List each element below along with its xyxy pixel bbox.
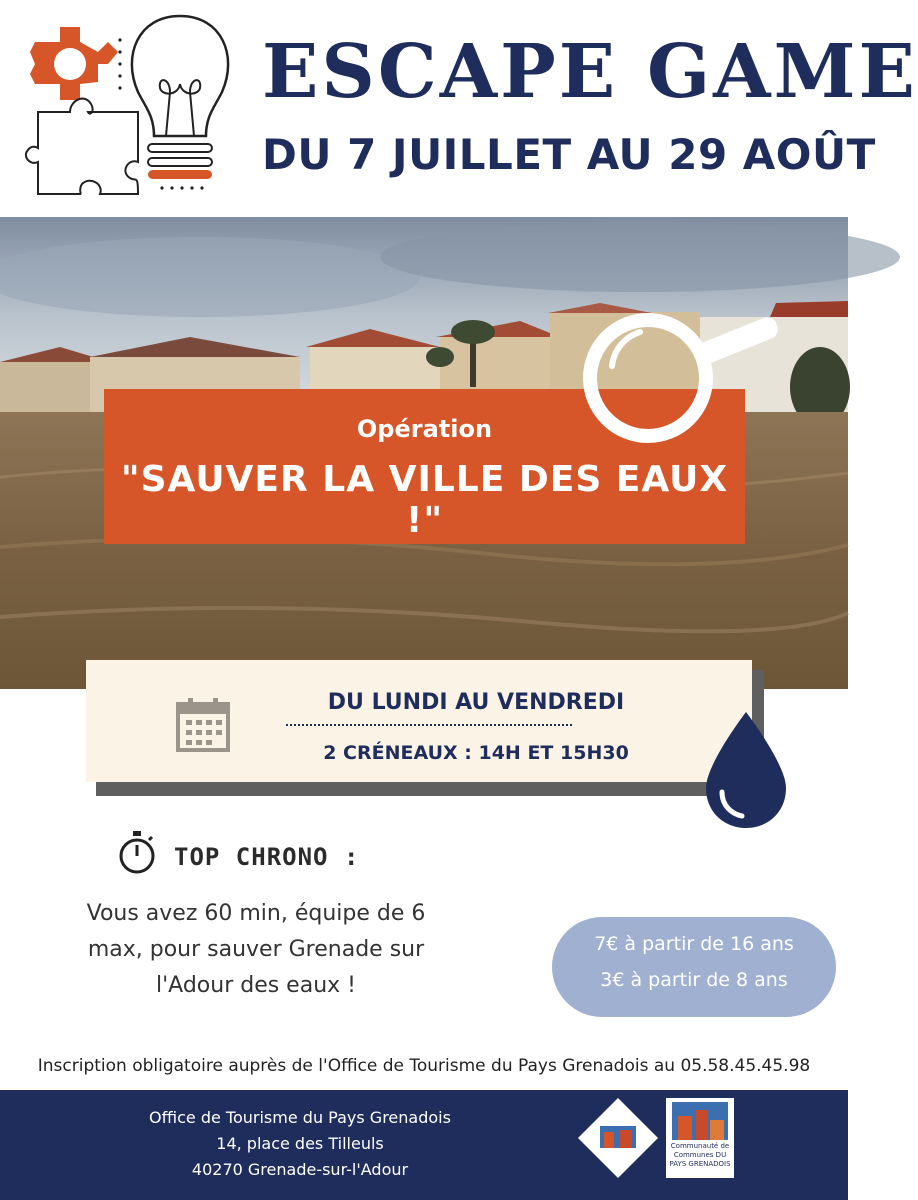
price-badge <box>552 917 836 1017</box>
footer-city: 40270 Grenade-sur-l'Adour <box>191 1160 409 1179</box>
puzzle-lightbulb-icon <box>20 12 240 202</box>
schedule-slots: 2 CRÉNEAUX : 14H ET 15H30 <box>323 742 629 764</box>
price-child: 3€ à partir de 8 ans <box>600 969 788 991</box>
event-dates: DU 7 JUILLET AU 29 AOÛT <box>262 130 876 179</box>
footer <box>0 1090 848 1200</box>
footer-street: 14, place des Tilleuls <box>216 1134 384 1153</box>
stopwatch-icon <box>116 830 158 876</box>
operation-title: "SAUVER LA VILLE DES EAUX !" <box>120 459 729 541</box>
chrono-description: Vous avez 60 min, équipe de 6 max, pour sauver Grenade sur l'Adour des eaux ! <box>86 901 426 998</box>
magnifier-icon <box>582 300 788 450</box>
chrono-label: TOP CHRONO : <box>174 843 360 871</box>
community-logo <box>666 1098 734 1178</box>
inscription-note: Inscription obligatoire auprès de l'Office de Tourisme du Pays Grenadois au 05.58.45.45.98 <box>37 1056 811 1076</box>
community-logo-text: Communauté de Communes DU PAYS GRENADOIS <box>669 1142 731 1168</box>
water-drop-icon <box>700 710 792 830</box>
gear-icon <box>30 27 118 100</box>
event-title: ESCAPE GAME <box>262 29 918 115</box>
lightbulb-icon <box>132 16 228 190</box>
operation-label: Opération <box>356 415 493 443</box>
price-adult: 7€ à partir de 16 ans <box>594 933 794 955</box>
puzzle-piece-icon <box>26 99 138 194</box>
schedule-card <box>86 660 752 782</box>
community-logo-image <box>672 1102 728 1140</box>
tourism-office-logo <box>576 1096 660 1180</box>
schedule-days: DU LUNDI AU VENDREDI <box>327 690 625 715</box>
divider <box>286 724 572 726</box>
footer-office: Office de Tourisme du Pays Grenadois <box>149 1108 451 1127</box>
